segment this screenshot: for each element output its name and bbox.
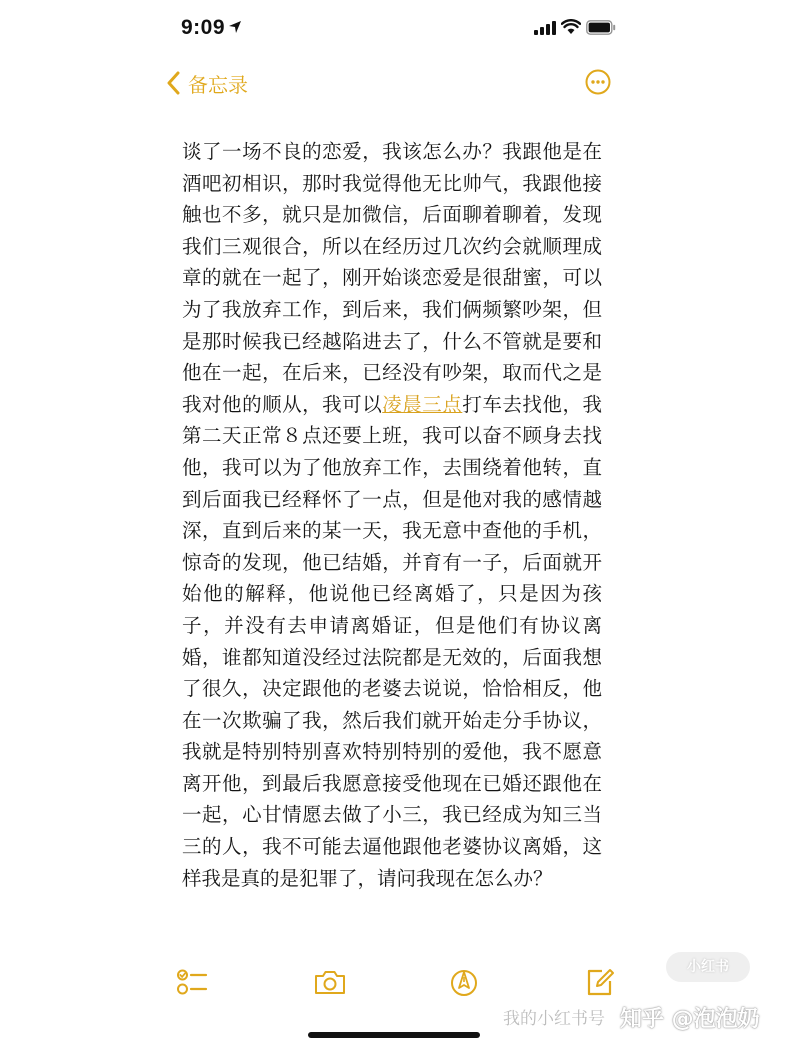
- location-arrow-icon: [228, 20, 242, 34]
- markup-button[interactable]: [449, 966, 481, 998]
- note-body[interactable]: [182, 136, 602, 894]
- camera-icon: [313, 966, 347, 998]
- note-text-part-1: 谈了一场不良的恋爱，我该怎么办？我跟他是在酒吧初相识，那时我觉得他无比帅气，我跟他接触也不多，就只是加微信，后面聊着聊着，发现我们三观很合，所以在经历过几次约会就顺理成章的就在一起了，刚开始谈恋爱是很甜蜜，可以为了我放弃工作，到后来，我们俩频繁吵架，但是那时候我已经越陷进去了，什么不管就是要和他在一起，在后来，已经没有吵架，取而代之是我对他的顺从，我可以: [182, 140, 602, 416]
- camera-button[interactable]: [313, 966, 347, 998]
- watermark-badge: 小红书: [666, 952, 750, 982]
- checklist-button[interactable]: [176, 966, 208, 998]
- pen-tip-icon: [449, 966, 481, 998]
- note-text-part-2: 打车去找他，我第二天正常８点还要上班，我可以奋不顾身去找他，我可以为了他放弃工作，去围绕着他转，直到后面我已经释怀了一点，但是他对我的感情越深，直到后来的某一天，我无意中查他的手机，惊奇的发现，他已结婚，并育有一子，后面就开始他的解释，他说他已经离婚了，只是因为孩子，并没有去申请离婚证，但是他们有协议离婚，谁都知道没经过法院都是无效的，后面我想了很久，决定跟他的老婆去说说，恰恰相反，他在一次欺骗了我，然后我们就开始走分手协议，我就是特别特别喜欢特别特别的爱他，我不愿意离开他，到最后我愿意接受他现在已婚还跟他在一起，心甘情愿去做了小三，我已经成为知三当三的人，我不可能去逼他跟他老婆协议离婚，这样我是真的是犯罪了，请问我现在怎么办？: [182, 392, 602, 890]
- bottom-toolbar: [0, 966, 788, 1006]
- navigation-bar: [0, 60, 788, 106]
- watermark-zhihu: 知乎 @泡泡奶: [620, 1007, 760, 1032]
- back-button[interactable]: [166, 68, 248, 98]
- more-options-button[interactable]: [585, 69, 611, 95]
- cellular-signal-icon: [534, 21, 556, 35]
- compose-icon: [584, 966, 616, 998]
- back-button-label: 备忘录: [188, 72, 248, 97]
- chevron-left-icon: [166, 71, 180, 95]
- status-time: 9:09: [181, 16, 226, 39]
- checklist-icon: [176, 966, 208, 998]
- wifi-icon: [561, 19, 581, 35]
- note-date-link[interactable]: 凌晨三点: [382, 392, 463, 416]
- status-bar: [0, 0, 788, 56]
- watermark-xiaohongshu: 我的小红书号: [503, 1009, 605, 1029]
- home-indicator[interactable]: [308, 1032, 480, 1038]
- battery-icon: [586, 20, 616, 35]
- compose-button[interactable]: [584, 966, 616, 998]
